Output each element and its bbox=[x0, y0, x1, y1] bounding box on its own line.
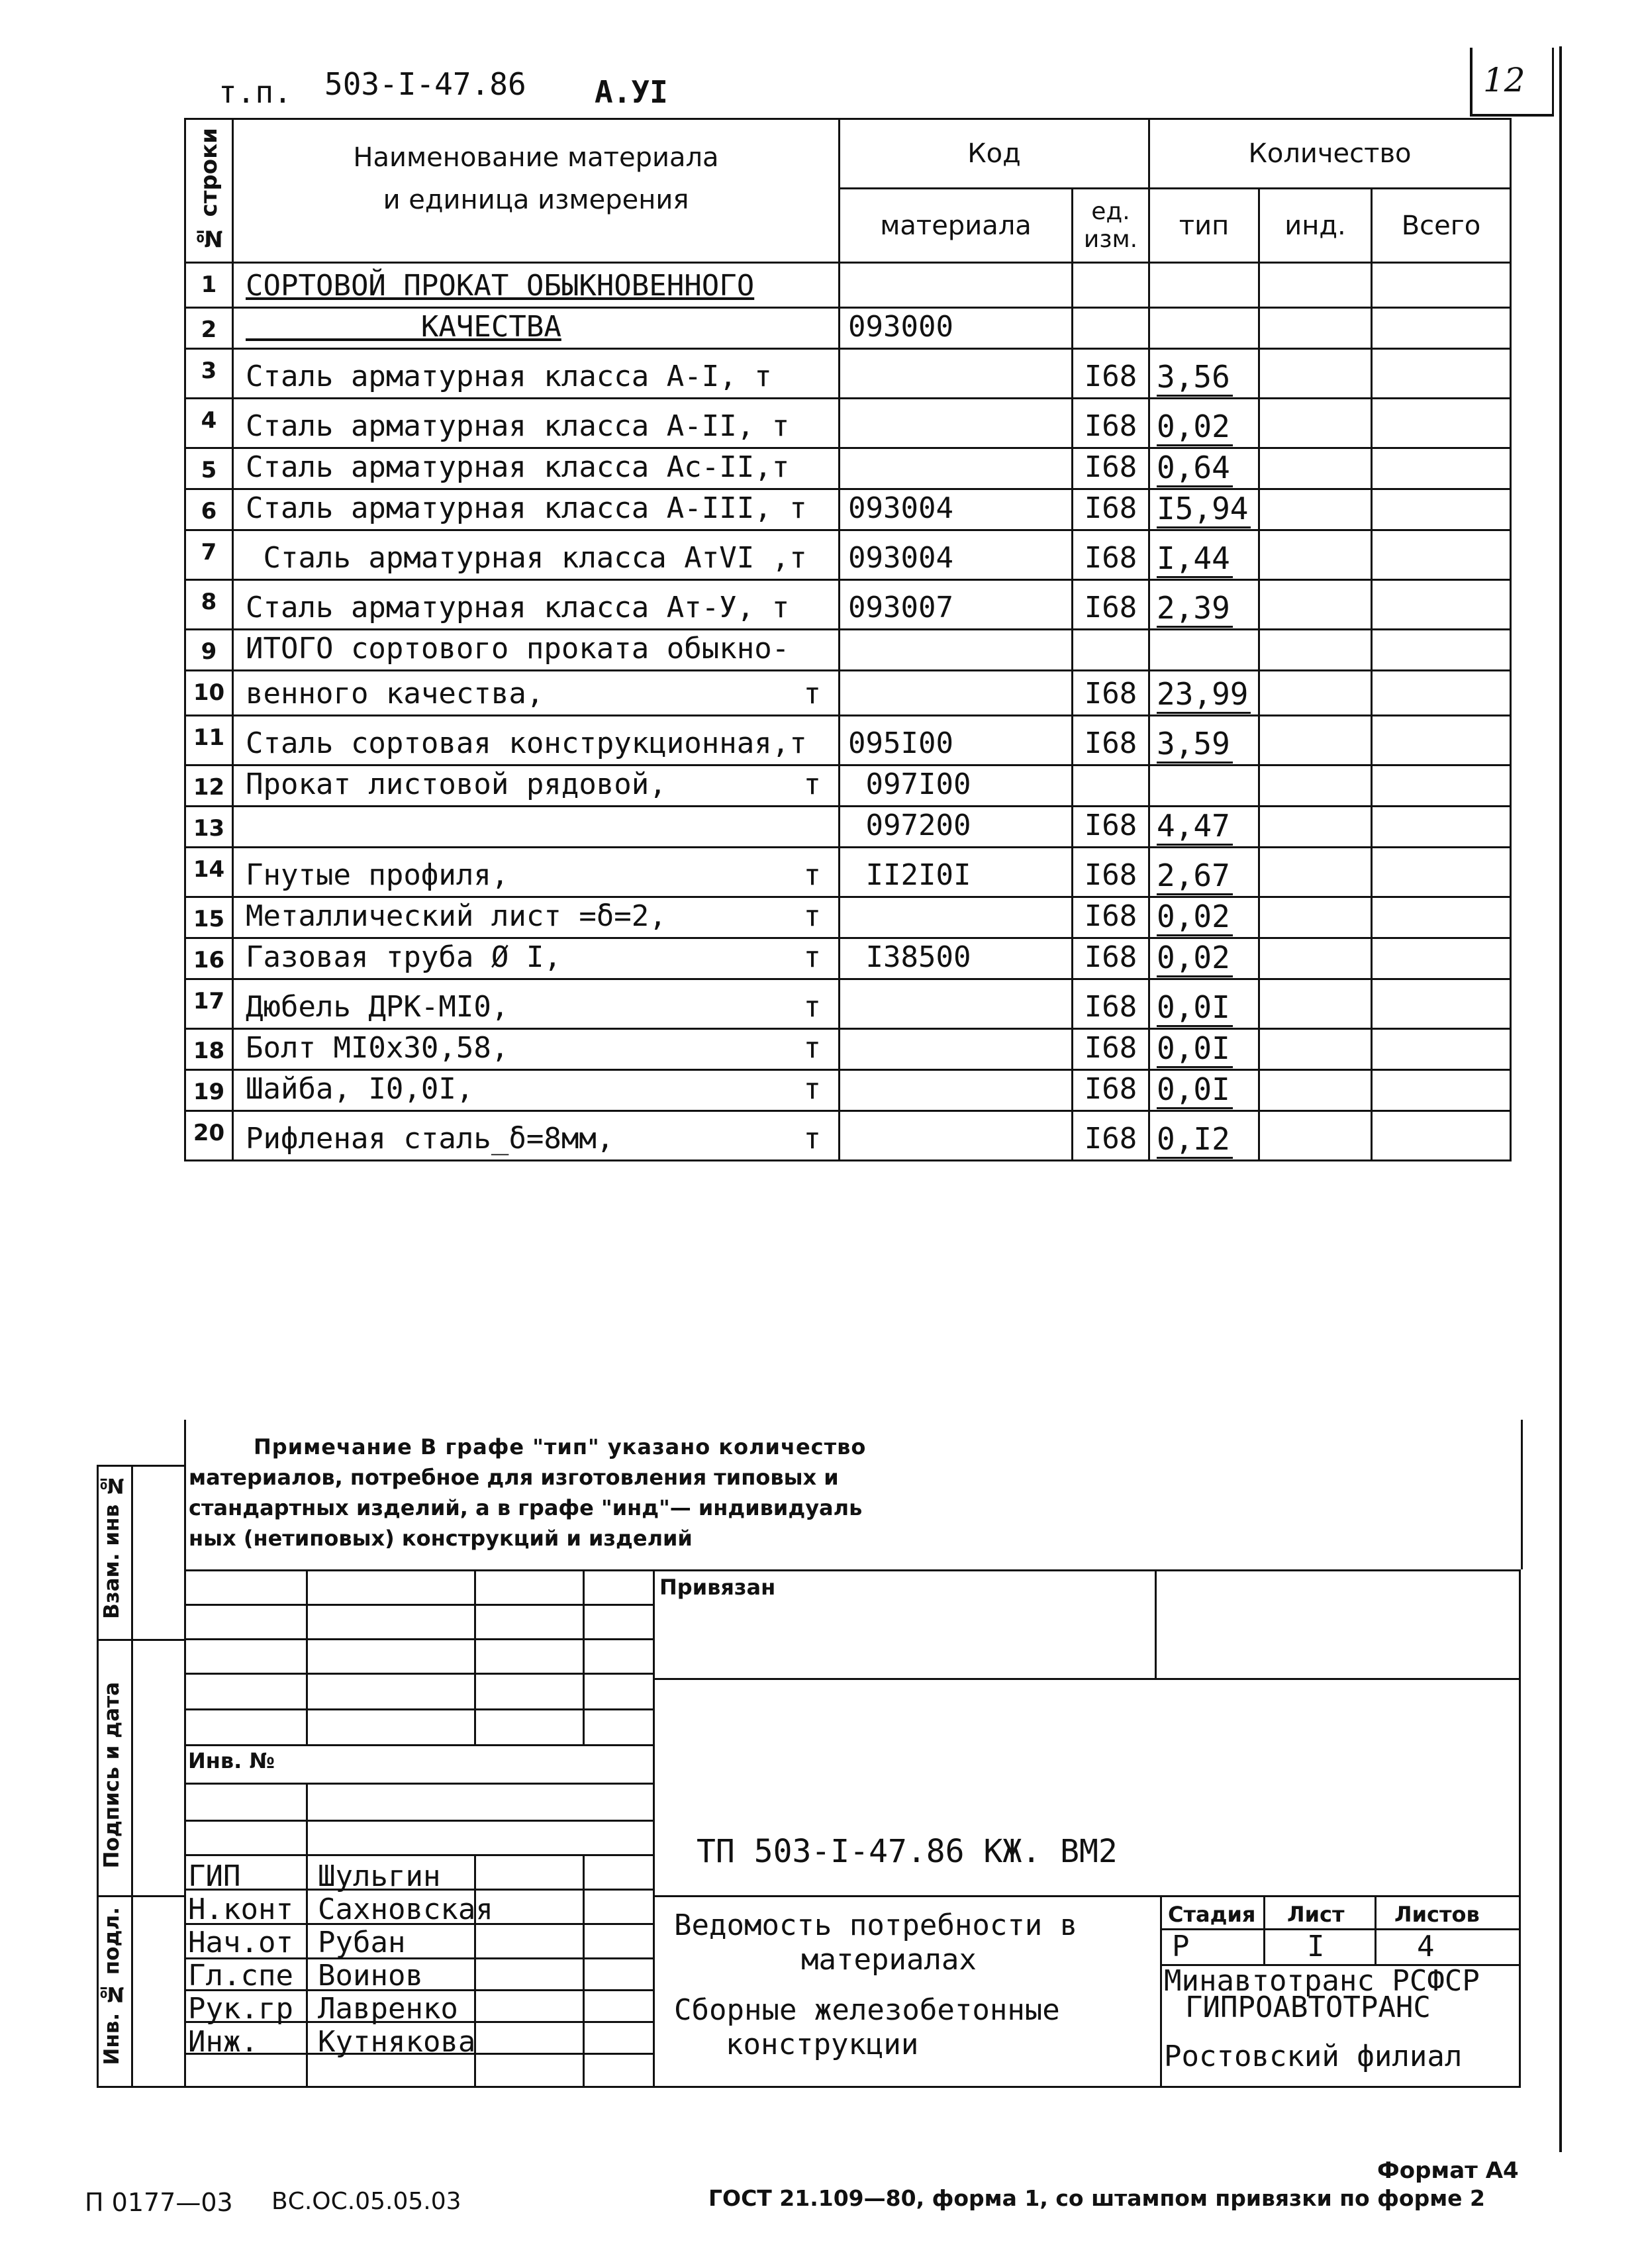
note-line-1: Примечание В графе "тип" указано количество bbox=[254, 1434, 867, 1459]
format-label: Формат А4 bbox=[1377, 2157, 1519, 2184]
material-name bbox=[233, 979, 840, 1029]
qty-type-value: 23,99 bbox=[1157, 676, 1251, 714]
material-name bbox=[233, 448, 840, 489]
unit-code: I68 bbox=[1073, 807, 1149, 848]
sheets-value: 4 bbox=[1417, 1930, 1435, 1963]
qty-total bbox=[1372, 1070, 1511, 1111]
table-row bbox=[185, 938, 1511, 979]
table-row bbox=[185, 448, 1511, 489]
signer-name: Лавренко bbox=[318, 1992, 458, 2026]
qty-total bbox=[1372, 807, 1511, 848]
table-row bbox=[185, 580, 1511, 630]
material-name bbox=[233, 530, 840, 580]
material-code bbox=[840, 448, 1073, 489]
row-number: 10 bbox=[185, 671, 233, 716]
doc-title-line-3: Сборные железобетонные bbox=[674, 1993, 1060, 2027]
qty-ind bbox=[1259, 580, 1372, 630]
col-code: Код bbox=[840, 119, 1149, 189]
qty-total bbox=[1372, 979, 1511, 1029]
material-code bbox=[840, 671, 1073, 716]
qty-total bbox=[1372, 308, 1511, 349]
footer-gost: ГОСТ 21.109—80, форма 1, со штампом привязки по форме 2 bbox=[708, 2185, 1486, 2211]
row-number: 13 bbox=[185, 807, 233, 848]
table-row bbox=[185, 1070, 1511, 1111]
material-name-text: Гнутые профиля, bbox=[246, 858, 509, 892]
row-number: 3 bbox=[185, 349, 233, 399]
material-name bbox=[233, 630, 840, 671]
qty-type-value: 0,0I bbox=[1157, 1030, 1233, 1068]
qty-total bbox=[1372, 671, 1511, 716]
unit-code: I68 bbox=[1073, 530, 1149, 580]
qty-total bbox=[1372, 448, 1511, 489]
material-name bbox=[233, 489, 840, 530]
qty-type bbox=[1149, 1070, 1259, 1111]
material-code bbox=[840, 979, 1073, 1029]
col-qty-type: тип bbox=[1149, 189, 1259, 263]
qty-type bbox=[1149, 1029, 1259, 1070]
material-name bbox=[233, 716, 840, 765]
qty-type bbox=[1149, 671, 1259, 716]
col-qty-total: Всего bbox=[1372, 189, 1511, 263]
material-name bbox=[233, 1070, 840, 1111]
row-number: 1 bbox=[185, 263, 233, 308]
signer-role: Н.конт bbox=[188, 1893, 293, 1926]
table-row bbox=[185, 308, 1511, 349]
qty-ind bbox=[1259, 489, 1372, 530]
note-line-2: материалов, потребное для изготовления типовых и bbox=[189, 1465, 839, 1490]
sheet-label: Лист bbox=[1287, 1902, 1345, 1927]
unit-code: I68 bbox=[1073, 349, 1149, 399]
qty-type-value: 0,02 bbox=[1157, 409, 1233, 446]
material-code: I38500 bbox=[840, 938, 1073, 979]
unit-code: I68 bbox=[1073, 938, 1149, 979]
material-name-text: Сталь арматурная класса Ас-II,т bbox=[246, 450, 790, 484]
unit-code: I68 bbox=[1073, 399, 1149, 448]
privyazan-label: Привязан bbox=[659, 1575, 776, 1600]
qty-ind bbox=[1259, 630, 1372, 671]
row-number: 2 bbox=[185, 308, 233, 349]
material-name bbox=[233, 580, 840, 630]
qty-ind bbox=[1259, 448, 1372, 489]
material-code bbox=[840, 1070, 1073, 1111]
qty-type-value: 0,02 bbox=[1157, 940, 1233, 977]
qty-ind bbox=[1259, 349, 1372, 399]
material-code bbox=[840, 1111, 1073, 1161]
material-unit: т bbox=[803, 1072, 821, 1106]
qty-ind bbox=[1259, 530, 1372, 580]
material-code bbox=[840, 897, 1073, 938]
row-number: 15 bbox=[185, 897, 233, 938]
qty-total bbox=[1372, 399, 1511, 448]
signer-role: ГИП bbox=[188, 1859, 241, 1893]
qty-type bbox=[1149, 448, 1259, 489]
material-code bbox=[840, 263, 1073, 308]
material-unit: т bbox=[803, 858, 821, 892]
qty-type bbox=[1149, 938, 1259, 979]
material-name-text: КАЧЕСТВА bbox=[246, 310, 561, 344]
qty-type bbox=[1149, 897, 1259, 938]
material-name bbox=[233, 848, 840, 897]
qty-type-value: 2,67 bbox=[1157, 858, 1233, 895]
qty-ind bbox=[1259, 765, 1372, 807]
qty-type-value: 3,56 bbox=[1157, 359, 1233, 397]
stage-label: Стадия bbox=[1168, 1902, 1256, 1927]
material-name bbox=[233, 399, 840, 448]
row-number: 16 bbox=[185, 938, 233, 979]
material-name-text: Болт МI0х30,58, bbox=[246, 1031, 509, 1065]
qty-type bbox=[1149, 979, 1259, 1029]
material-name-text: Сталь арматурная класса А-III, т bbox=[246, 491, 807, 525]
qty-type-value: I,44 bbox=[1157, 540, 1233, 578]
qty-total bbox=[1372, 765, 1511, 807]
col-name: Наименование материала и единица измерения bbox=[233, 119, 840, 263]
unit-code: I68 bbox=[1073, 489, 1149, 530]
table-row bbox=[185, 349, 1511, 399]
material-name bbox=[233, 807, 840, 848]
material-code bbox=[840, 399, 1073, 448]
qty-type-value: 0,02 bbox=[1157, 899, 1233, 936]
doc-title-line-4: конструкции bbox=[726, 2028, 919, 2061]
unit-code: I68 bbox=[1073, 716, 1149, 765]
qty-ind bbox=[1259, 938, 1372, 979]
qty-total bbox=[1372, 580, 1511, 630]
table-row bbox=[185, 897, 1511, 938]
qty-ind bbox=[1259, 848, 1372, 897]
unit-code: I68 bbox=[1073, 1111, 1149, 1161]
row-number: 5 bbox=[185, 448, 233, 489]
row-number: 18 bbox=[185, 1029, 233, 1070]
signer-role: Инж. bbox=[188, 2025, 258, 2059]
doc-title-line-2: материалах bbox=[801, 1943, 977, 1977]
qty-type-value: 0,0I bbox=[1157, 1071, 1233, 1109]
qty-total bbox=[1372, 349, 1511, 399]
qty-ind bbox=[1259, 716, 1372, 765]
material-name-text: СОРТОВОЙ ПРОКАТ ОБЫКНОВЕННОГО bbox=[246, 269, 755, 303]
qty-type bbox=[1149, 765, 1259, 807]
unit-code bbox=[1073, 263, 1149, 308]
col-code-unit: ед. изм. bbox=[1073, 189, 1149, 263]
footer-mid-code: ВС.ОС.05.05.03 bbox=[271, 2188, 461, 2215]
material-name-text: Металлический лист =δ=2, bbox=[246, 899, 667, 933]
doc-title-line-1: Ведомость потребности в bbox=[674, 1908, 1078, 1942]
unit-code: I68 bbox=[1073, 448, 1149, 489]
qty-ind bbox=[1259, 399, 1372, 448]
qty-type bbox=[1149, 399, 1259, 448]
col-quantity: Количество bbox=[1149, 119, 1511, 189]
table-row bbox=[185, 979, 1511, 1029]
sheet-mark: 12 bbox=[1483, 61, 1525, 99]
row-number: 19 bbox=[185, 1070, 233, 1111]
label-podpis-data: Подпись и дата bbox=[100, 1682, 124, 1869]
qty-total bbox=[1372, 716, 1511, 765]
table-row bbox=[185, 1111, 1511, 1161]
signer-role: Нач.от bbox=[188, 1926, 293, 1959]
footer-left-code: П 0177—03 bbox=[85, 2188, 233, 2217]
qty-ind bbox=[1259, 979, 1372, 1029]
material-name bbox=[233, 671, 840, 716]
material-name-text: Сталь арматурная класса Ат-У, т bbox=[246, 591, 790, 624]
qty-type bbox=[1149, 630, 1259, 671]
qty-type bbox=[1149, 807, 1259, 848]
material-name bbox=[233, 263, 840, 308]
table-row bbox=[185, 399, 1511, 448]
row-number: 9 bbox=[185, 630, 233, 671]
table-row bbox=[185, 848, 1511, 897]
signer-name: Кутнякова bbox=[318, 2025, 476, 2059]
qty-ind bbox=[1259, 1111, 1372, 1161]
qty-type-value: 0,64 bbox=[1157, 450, 1233, 487]
material-code bbox=[840, 630, 1073, 671]
material-name-text: Сталь арматурная класса АтVI ,т bbox=[246, 541, 807, 575]
material-code: 097I00 bbox=[840, 765, 1073, 807]
qty-total bbox=[1372, 848, 1511, 897]
table-row bbox=[185, 716, 1511, 765]
material-unit: т bbox=[803, 677, 821, 711]
row-number: 8 bbox=[185, 580, 233, 630]
qty-total bbox=[1372, 938, 1511, 979]
unit-code: I68 bbox=[1073, 580, 1149, 630]
material-code: 093000 bbox=[840, 308, 1073, 349]
material-name-text: Шайба, I0,0I, bbox=[246, 1072, 474, 1106]
material-name-text: ИТОГО сортового проката обыкно- bbox=[246, 632, 790, 666]
qty-ind bbox=[1259, 263, 1372, 308]
unit-code: I68 bbox=[1073, 848, 1149, 897]
signer-name: Сахновская bbox=[318, 1893, 493, 1926]
unit-code: I68 bbox=[1073, 671, 1149, 716]
material-name-text: Рифленая сталь_δ=8мм, bbox=[246, 1122, 614, 1156]
qty-ind bbox=[1259, 671, 1372, 716]
sheets-label: Листов bbox=[1394, 1902, 1480, 1927]
note-line-3: стандартных изделий, а в графе "инд"— индивидуаль bbox=[189, 1495, 863, 1520]
note-line-4: ных (нетиповых) конструкций и изделий bbox=[189, 1526, 693, 1551]
qty-type bbox=[1149, 308, 1259, 349]
qty-type bbox=[1149, 263, 1259, 308]
qty-type bbox=[1149, 349, 1259, 399]
material-code: 095I00 bbox=[840, 716, 1073, 765]
qty-type bbox=[1149, 530, 1259, 580]
signer-name: Воинов bbox=[318, 1959, 423, 1993]
unit-code bbox=[1073, 308, 1149, 349]
right-border-rule bbox=[1559, 46, 1562, 2152]
material-name-text: Сталь арматурная класса А-II, т bbox=[246, 409, 790, 443]
sheet-value: I bbox=[1307, 1930, 1325, 1963]
qty-ind bbox=[1259, 897, 1372, 938]
qty-ind bbox=[1259, 308, 1372, 349]
qty-type bbox=[1149, 716, 1259, 765]
material-name-text: венного качества, bbox=[246, 677, 544, 711]
material-code: 097200 bbox=[840, 807, 1073, 848]
material-name bbox=[233, 1029, 840, 1070]
material-name-text: Сталь сортовая конструкционная,т bbox=[246, 726, 807, 760]
material-name bbox=[233, 1111, 840, 1161]
qty-type-value: 3,59 bbox=[1157, 726, 1233, 764]
unit-code: I68 bbox=[1073, 1029, 1149, 1070]
material-code bbox=[840, 1029, 1073, 1070]
qty-type-value: I5,94 bbox=[1157, 491, 1251, 528]
qty-total bbox=[1372, 630, 1511, 671]
note-block bbox=[184, 1420, 1523, 1569]
material-name bbox=[233, 349, 840, 399]
material-code: 093007 bbox=[840, 580, 1073, 630]
qty-type-value: 4,47 bbox=[1157, 808, 1233, 846]
material-code bbox=[840, 349, 1073, 399]
material-unit: т bbox=[803, 990, 821, 1024]
material-name-text: Дюбель ДРК-МI0, bbox=[246, 990, 509, 1024]
row-number: 14 bbox=[185, 848, 233, 897]
table-body bbox=[185, 263, 1511, 1161]
material-name-text: Прокат листовой рядовой, bbox=[246, 767, 667, 801]
materials-table bbox=[184, 118, 1512, 1161]
unit-code: I68 bbox=[1073, 979, 1149, 1029]
material-name bbox=[233, 897, 840, 938]
org-line-3: Ростовский филиал bbox=[1164, 2040, 1463, 2073]
col-row-no: № строки bbox=[185, 119, 233, 263]
qty-type-value: 0,0I bbox=[1157, 989, 1233, 1027]
unit-code bbox=[1073, 630, 1149, 671]
unit-code bbox=[1073, 765, 1149, 807]
signer-role: Рук.гр bbox=[188, 1992, 293, 2026]
material-unit: т bbox=[803, 1122, 821, 1156]
org-line-2: ГИПРОАВТОТРАНС bbox=[1185, 1991, 1431, 2024]
qty-total bbox=[1372, 530, 1511, 580]
material-unit: т bbox=[803, 1031, 821, 1065]
material-name-text: Сталь арматурная класса А-I, т bbox=[246, 360, 772, 393]
qty-total bbox=[1372, 897, 1511, 938]
unit-code: I68 bbox=[1073, 1070, 1149, 1111]
qty-ind bbox=[1259, 807, 1372, 848]
material-code: 093004 bbox=[840, 530, 1073, 580]
table-row bbox=[185, 630, 1511, 671]
table-row bbox=[185, 671, 1511, 716]
material-unit: т bbox=[803, 899, 821, 933]
row-number: 17 bbox=[185, 979, 233, 1029]
material-code: II2I0I bbox=[840, 848, 1073, 897]
row-number: 7 bbox=[185, 530, 233, 580]
material-name bbox=[233, 765, 840, 807]
stage-value: Р bbox=[1172, 1930, 1190, 1963]
qty-type bbox=[1149, 1111, 1259, 1161]
label-vzam-inv: Взам. инв № bbox=[100, 1473, 124, 1620]
material-name-text: Газовая труба Ø I, bbox=[246, 940, 561, 974]
row-number: 12 bbox=[185, 765, 233, 807]
table-row bbox=[185, 1029, 1511, 1070]
material-unit: т bbox=[803, 940, 821, 974]
qty-type bbox=[1149, 489, 1259, 530]
qty-ind bbox=[1259, 1070, 1372, 1111]
row-number: 20 bbox=[185, 1111, 233, 1161]
qty-type-value: 2,39 bbox=[1157, 590, 1233, 628]
material-name bbox=[233, 308, 840, 349]
album-code: А.УI bbox=[595, 74, 668, 110]
qty-type-value: 0,I2 bbox=[1157, 1121, 1233, 1159]
qty-total bbox=[1372, 1029, 1511, 1070]
qty-type bbox=[1149, 848, 1259, 897]
qty-total bbox=[1372, 489, 1511, 530]
signer-role: Гл.спе bbox=[188, 1959, 293, 1993]
tp-number: 503-I-47.86 bbox=[324, 66, 526, 102]
unit-code: I68 bbox=[1073, 897, 1149, 938]
row-number: 11 bbox=[185, 716, 233, 765]
col-code-material: материала bbox=[840, 189, 1073, 263]
label-inv-podl: Инв. № подл. bbox=[100, 1907, 124, 2065]
material-name bbox=[233, 938, 840, 979]
tp-prefix: т.п. bbox=[218, 74, 292, 110]
org-line-1: Минавтотранс РСФСР bbox=[1164, 1964, 1480, 1998]
row-number: 4 bbox=[185, 399, 233, 448]
signer-name: Рубан bbox=[318, 1926, 406, 1959]
table-row bbox=[185, 530, 1511, 580]
qty-total bbox=[1372, 263, 1511, 308]
signer-name: Шульгин bbox=[318, 1859, 441, 1893]
inv-no-label: Инв. № bbox=[188, 1748, 275, 1773]
material-unit: т bbox=[803, 767, 821, 801]
table-row bbox=[185, 807, 1511, 848]
qty-ind bbox=[1259, 1029, 1372, 1070]
qty-total bbox=[1372, 1111, 1511, 1161]
col-qty-ind: инд. bbox=[1259, 189, 1372, 263]
qty-type bbox=[1149, 580, 1259, 630]
row-number: 6 bbox=[185, 489, 233, 530]
table-row bbox=[185, 489, 1511, 530]
document-code: ТП 503-I-47.86 КЖ. ВМ2 bbox=[697, 1833, 1118, 1870]
table-row bbox=[185, 765, 1511, 807]
table-row bbox=[185, 263, 1511, 308]
material-code: 093004 bbox=[840, 489, 1073, 530]
